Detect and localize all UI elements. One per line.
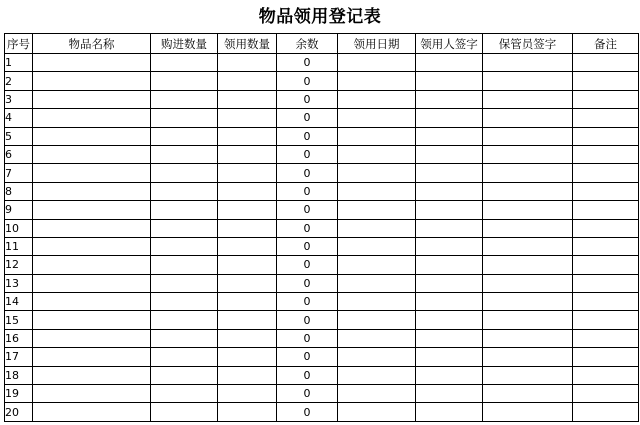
cell-recipient-signature[interactable] [416,109,483,127]
cell-remainder[interactable]: 0 [277,274,338,292]
cell-notes[interactable] [573,403,639,421]
cell-keeper-signature[interactable] [483,127,573,145]
table-row [5,72,639,90]
cell-notes[interactable] [573,72,639,90]
cell-item-name[interactable] [33,90,151,108]
cell-item-name[interactable] [33,237,151,255]
cell-seq[interactable]: 11 [5,237,33,255]
cell-recipient-signature[interactable] [416,182,483,200]
cell-remainder[interactable]: 0 [277,366,338,384]
header-cell-seq[interactable]: 序号 [5,34,33,54]
table-row [5,145,639,163]
cell-issue-date[interactable] [338,385,416,403]
cell-item-name[interactable] [33,109,151,127]
table-row [5,54,639,72]
cell-item-name[interactable] [33,201,151,219]
page-title: 物品领用登记表 [258,7,382,27]
cell-recipient-signature[interactable] [416,201,483,219]
cell-issue-date[interactable] [338,219,416,237]
table-row [5,219,639,237]
cell-recipient-signature[interactable] [416,127,483,145]
cell-keeper-signature[interactable] [483,237,573,255]
cell-issue-date[interactable] [338,293,416,311]
cell-remainder[interactable]: 0 [277,403,338,421]
cell-remainder[interactable]: 0 [277,90,338,108]
cell-purchased-qty[interactable] [151,72,218,90]
table-row [5,329,639,347]
cell-notes[interactable] [573,311,639,329]
cell-recipient-signature[interactable] [416,385,483,403]
cell-item-name[interactable] [33,385,151,403]
cell-purchased-qty[interactable] [151,366,218,384]
cell-remainder[interactable]: 0 [277,109,338,127]
cell-item-name[interactable] [33,366,151,384]
header-cell-keeper-signature[interactable]: 保管员签字 [483,34,573,54]
cell-recipient-signature[interactable] [416,72,483,90]
cell-item-name[interactable] [33,145,151,163]
cell-issue-date[interactable] [338,164,416,182]
cell-item-name[interactable] [33,127,151,145]
cell-purchased-qty[interactable] [151,201,218,219]
cell-remainder[interactable]: 0 [277,329,338,347]
cell-seq[interactable]: 12 [5,256,33,274]
table-row [5,385,639,403]
cell-notes[interactable] [573,145,639,163]
header-cell-remainder[interactable]: 余数 [277,34,338,54]
cell-recipient-signature[interactable] [416,293,483,311]
table-row [5,311,639,329]
cell-keeper-signature[interactable] [483,311,573,329]
cell-purchased-qty[interactable] [151,256,218,274]
cell-keeper-signature[interactable] [483,348,573,366]
cell-notes[interactable] [573,164,639,182]
cell-issue-date[interactable] [338,237,416,255]
cell-remainder[interactable]: 0 [277,127,338,145]
cell-issue-date[interactable] [338,348,416,366]
cell-issue-date[interactable] [338,329,416,347]
cell-item-name[interactable] [33,54,151,72]
cell-keeper-signature[interactable] [483,145,573,163]
header-cell-notes[interactable]: 备注 [573,34,639,54]
cell-recipient-signature[interactable] [416,366,483,384]
cell-recipient-signature[interactable] [416,145,483,163]
table-row [5,403,639,421]
cell-seq[interactable]: 15 [5,311,33,329]
cell-issue-date[interactable] [338,145,416,163]
cell-item-name[interactable] [33,403,151,421]
cell-issued-qty[interactable] [218,54,277,72]
cell-issue-date[interactable] [338,182,416,200]
cell-recipient-signature[interactable] [416,311,483,329]
cell-remainder[interactable]: 0 [277,348,338,366]
cell-keeper-signature[interactable] [483,403,573,421]
cell-seq[interactable]: 17 [5,348,33,366]
cell-issue-date[interactable] [338,256,416,274]
cell-notes[interactable] [573,366,639,384]
cell-seq[interactable]: 13 [5,274,33,292]
cell-purchased-qty[interactable] [151,219,218,237]
table-row [5,274,639,292]
header-cell-item-name[interactable]: 物品名称 [33,34,151,54]
cell-issued-qty[interactable] [218,182,277,200]
table-row [5,237,639,255]
cell-notes[interactable] [573,348,639,366]
cell-recipient-signature[interactable] [416,219,483,237]
cell-seq[interactable]: 2 [5,72,33,90]
cell-keeper-signature[interactable] [483,182,573,200]
cell-keeper-signature[interactable] [483,109,573,127]
cell-seq[interactable]: 1 [5,54,33,72]
cell-keeper-signature[interactable] [483,72,573,90]
cell-recipient-signature[interactable] [416,164,483,182]
cell-issued-qty[interactable] [218,109,277,127]
cell-item-name[interactable] [33,182,151,200]
cell-notes[interactable] [573,109,639,127]
cell-purchased-qty[interactable] [151,274,218,292]
cell-issue-date[interactable] [338,311,416,329]
header-cell-purchased-qty[interactable]: 购进数量 [151,34,218,54]
cell-keeper-signature[interactable] [483,90,573,108]
cell-issued-qty[interactable] [218,256,277,274]
cell-seq[interactable]: 6 [5,145,33,163]
table-row [5,293,639,311]
cell-item-name[interactable] [33,293,151,311]
cell-issued-qty[interactable] [218,201,277,219]
table-row [5,256,639,274]
cell-issued-qty[interactable] [218,145,277,163]
cell-purchased-qty[interactable] [151,311,218,329]
cell-issued-qty[interactable] [218,329,277,347]
cell-notes[interactable] [573,256,639,274]
cell-notes[interactable] [573,274,639,292]
cell-purchased-qty[interactable] [151,329,218,347]
cell-item-name[interactable] [33,219,151,237]
cell-notes[interactable] [573,182,639,200]
cell-keeper-signature[interactable] [483,201,573,219]
cell-issued-qty[interactable] [218,348,277,366]
cell-keeper-signature[interactable] [483,366,573,384]
cell-item-name[interactable] [33,274,151,292]
cell-remainder[interactable]: 0 [277,219,338,237]
cell-issued-qty[interactable] [218,274,277,292]
cell-notes[interactable] [573,127,639,145]
cell-issue-date[interactable] [338,127,416,145]
cell-notes[interactable] [573,90,639,108]
table-row [5,109,639,127]
cell-purchased-qty[interactable] [151,164,218,182]
table-row [5,182,639,200]
header-cell-recipient-signature[interactable]: 领用人签字 [416,34,483,54]
cell-issue-date[interactable] [338,72,416,90]
cell-keeper-signature[interactable] [483,329,573,347]
cell-seq[interactable]: 10 [5,219,33,237]
cell-seq[interactable]: 4 [5,109,33,127]
cell-purchased-qty[interactable] [151,145,218,163]
cell-recipient-signature[interactable] [416,54,483,72]
cell-keeper-signature[interactable] [483,385,573,403]
cell-purchased-qty[interactable] [151,182,218,200]
cell-purchased-qty[interactable] [151,54,218,72]
table-row [5,164,639,182]
cell-remainder[interactable]: 0 [277,54,338,72]
cell-seq[interactable]: 3 [5,90,33,108]
cell-recipient-signature[interactable] [416,90,483,108]
cell-issued-qty[interactable] [218,403,277,421]
cell-keeper-signature[interactable] [483,54,573,72]
cell-recipient-signature[interactable] [416,403,483,421]
cell-recipient-signature[interactable] [416,256,483,274]
cell-item-name[interactable] [33,329,151,347]
cell-purchased-qty[interactable] [151,109,218,127]
cell-item-name[interactable] [33,311,151,329]
cell-recipient-signature[interactable] [416,329,483,347]
cell-purchased-qty[interactable] [151,403,218,421]
cell-issue-date[interactable] [338,54,416,72]
table-row [5,348,639,366]
cell-keeper-signature[interactable] [483,274,573,292]
register-table [4,33,639,422]
cell-issue-date[interactable] [338,274,416,292]
cell-issued-qty[interactable] [218,385,277,403]
cell-purchased-qty[interactable] [151,237,218,255]
cell-seq[interactable]: 16 [5,329,33,347]
cell-seq[interactable]: 5 [5,127,33,145]
table-row [5,90,639,108]
cell-remainder[interactable]: 0 [277,237,338,255]
cell-keeper-signature[interactable] [483,219,573,237]
cell-remainder[interactable]: 0 [277,256,338,274]
cell-issued-qty[interactable] [218,237,277,255]
cell-issued-qty[interactable] [218,90,277,108]
cell-keeper-signature[interactable] [483,164,573,182]
cell-remainder[interactable]: 0 [277,293,338,311]
cell-issued-qty[interactable] [218,311,277,329]
cell-remainder[interactable]: 0 [277,145,338,163]
cell-purchased-qty[interactable] [151,90,218,108]
cell-notes[interactable] [573,219,639,237]
cell-purchased-qty[interactable] [151,127,218,145]
cell-item-name[interactable] [33,256,151,274]
table-row [5,201,639,219]
cell-notes[interactable] [573,54,639,72]
cell-recipient-signature[interactable] [416,274,483,292]
cell-keeper-signature[interactable] [483,256,573,274]
cell-seq[interactable]: 20 [5,403,33,421]
cell-purchased-qty[interactable] [151,348,218,366]
header-cell-issued-qty[interactable]: 领用数量 [218,34,277,54]
cell-item-name[interactable] [33,164,151,182]
header-row [5,34,639,54]
cell-remainder[interactable]: 0 [277,182,338,200]
cell-issued-qty[interactable] [218,127,277,145]
cell-item-name[interactable] [33,72,151,90]
cell-purchased-qty[interactable] [151,293,218,311]
table-row [5,127,639,145]
cell-remainder[interactable]: 0 [277,385,338,403]
cell-issued-qty[interactable] [218,366,277,384]
cell-seq[interactable]: 18 [5,366,33,384]
cell-seq[interactable]: 14 [5,293,33,311]
cell-seq[interactable]: 9 [5,201,33,219]
cell-remainder[interactable]: 0 [277,201,338,219]
cell-notes[interactable] [573,385,639,403]
cell-issue-date[interactable] [338,403,416,421]
cell-seq[interactable]: 7 [5,164,33,182]
cell-remainder[interactable]: 0 [277,164,338,182]
cell-issue-date[interactable] [338,366,416,384]
cell-notes[interactable] [573,329,639,347]
cell-notes[interactable] [573,293,639,311]
cell-remainder[interactable]: 0 [277,72,338,90]
cell-recipient-signature[interactable] [416,348,483,366]
cell-issue-date[interactable] [338,201,416,219]
cell-issue-date[interactable] [338,90,416,108]
cell-issued-qty[interactable] [218,72,277,90]
cell-issued-qty[interactable] [218,164,277,182]
cell-keeper-signature[interactable] [483,293,573,311]
cell-item-name[interactable] [33,348,151,366]
cell-purchased-qty[interactable] [151,385,218,403]
cell-issue-date[interactable] [338,109,416,127]
cell-recipient-signature[interactable] [416,237,483,255]
cell-issued-qty[interactable] [218,219,277,237]
cell-seq[interactable]: 8 [5,182,33,200]
cell-notes[interactable] [573,201,639,219]
cell-notes[interactable] [573,237,639,255]
table-row [5,366,639,384]
cell-seq[interactable]: 19 [5,385,33,403]
header-cell-issue-date[interactable]: 领用日期 [338,34,416,54]
cell-issued-qty[interactable] [218,293,277,311]
cell-remainder[interactable]: 0 [277,311,338,329]
